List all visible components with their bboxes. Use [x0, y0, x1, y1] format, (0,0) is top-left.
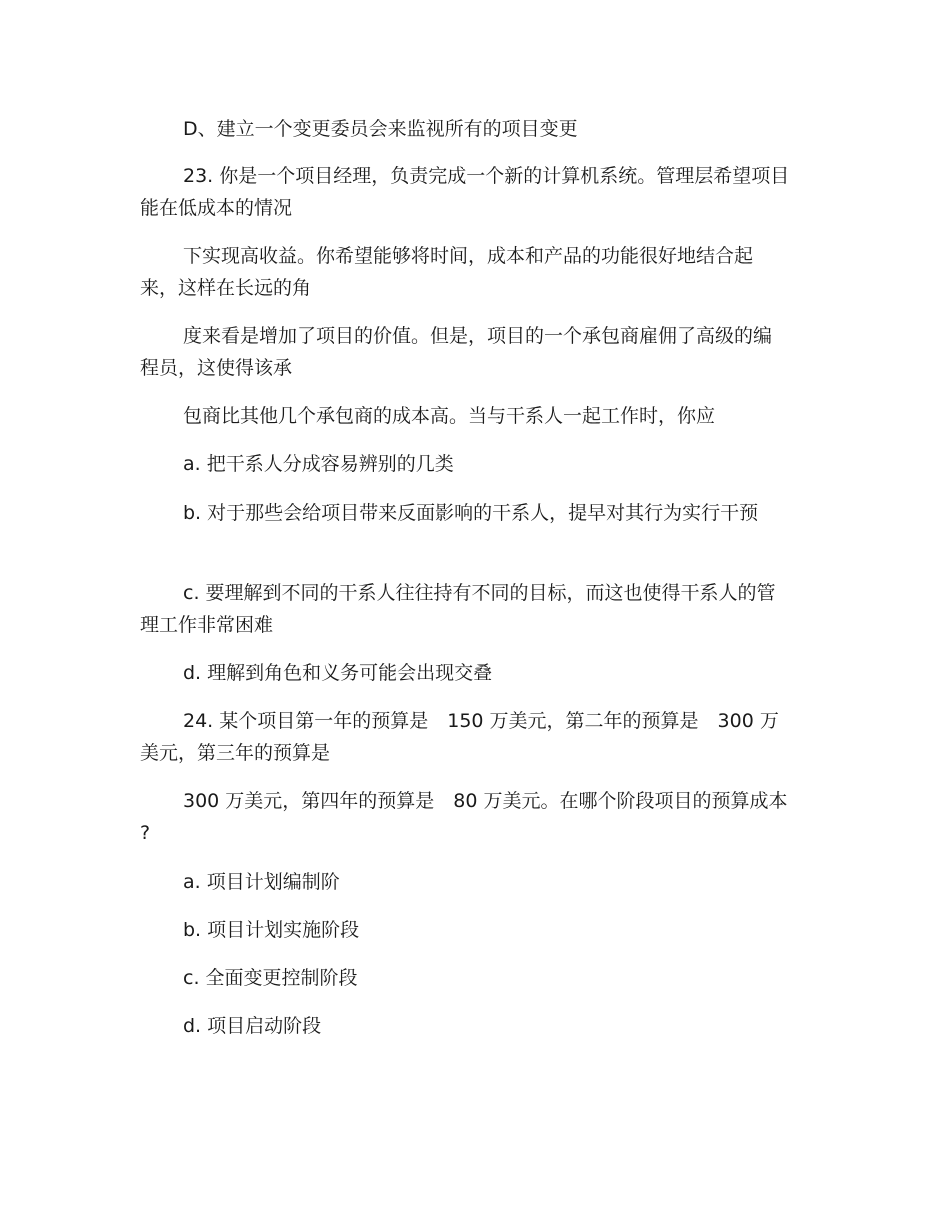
question-24-line-2: 300 万美元，第四年的预算是 80 万美元。在哪个阶段项目的预算成本 ? — [140, 790, 788, 844]
option-d-q24: d. 项目启动阶段 — [183, 1015, 322, 1037]
question-23-line-4: 包商比其他几个承包商的成本高。当与干系人一起工作时，你应 — [183, 405, 716, 427]
option-d-q22: D、建立一个变更委员会来监视所有的项目变更 — [183, 118, 578, 140]
question-23-line-2: 下实现高收益。你希望能够将时间，成本和产品的功能很好地结合起来，这样在长远的角 — [140, 245, 754, 299]
question-23-line-1: 23. 你是一个项目经理，负责完成一个新的计算机系统。管理层希望项目能在低成本的情况 — [140, 165, 790, 219]
question-24-line-1: 24. 某个项目第一年的预算是 150 万美元，第二年的预算是 300 万美元，第三年的预算是 — [140, 710, 779, 764]
option-c-q24: c. 全面变更控制阶段 — [183, 967, 358, 989]
option-d-q23: d. 理解到角色和义务可能会出现交叠 — [183, 662, 493, 684]
option-b-q24: b. 项目计划实施阶段 — [183, 919, 360, 941]
question-23-line-3: 度来看是增加了项目的价值。但是，项目的一个承包商雇佣了高级的编程员，这使得该承 — [140, 325, 773, 379]
option-a-q23: a. 把干系人分成容易辨别的几类 — [183, 453, 454, 475]
option-a-q24: a. 项目计划编制阶 — [183, 871, 340, 893]
option-b-q23: b. 对于那些会给项目带来反面影响的干系人，提早对其行为实行干预 — [183, 502, 759, 524]
option-c-q23: c. 要理解到不同的干系人往往持有不同的目标，而这也使得干系人的管理工作非常困难 — [140, 582, 776, 636]
